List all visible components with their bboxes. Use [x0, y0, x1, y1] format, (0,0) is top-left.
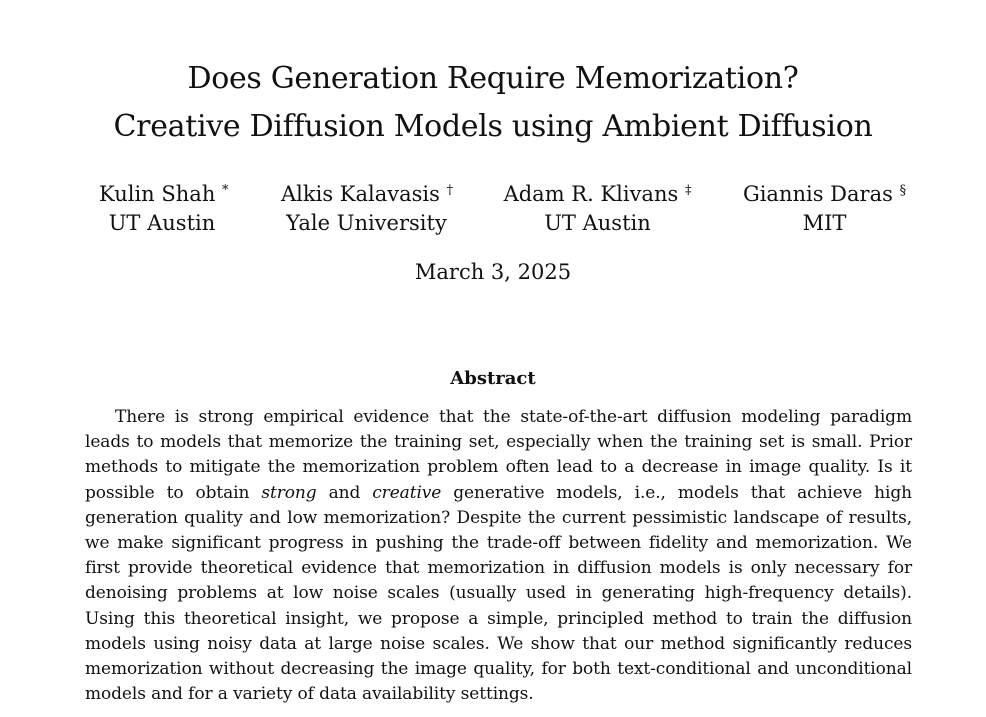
- author-name: Kulin Shah *: [99, 182, 229, 206]
- author-block: [99, 180, 229, 238]
- author-affiliation: Yale University: [286, 211, 447, 235]
- author-footnote-mark: *: [222, 183, 229, 198]
- author-footnote-mark: ‡: [684, 183, 692, 198]
- author-affiliation: UT Austin: [108, 211, 216, 235]
- emphasis-strong: strong: [261, 482, 317, 503]
- paper-date: March 3, 2025: [414, 260, 572, 284]
- author-block: [742, 180, 907, 238]
- emphasis-creative: creative: [372, 482, 442, 503]
- author-affiliation: UT Austin: [544, 211, 651, 235]
- author-block: [281, 180, 452, 238]
- author-name: Alkis Kalavasis †: [281, 182, 454, 206]
- author-name: Giannis Daras §: [742, 182, 907, 206]
- author-affiliation: MIT: [802, 211, 847, 235]
- author-footnote-mark: †: [446, 183, 454, 198]
- author-name: Adam R. Klivans ‡: [503, 182, 692, 206]
- abstract-body: There is strong empirical evidence that the state-of-the-art diffusion modeling paradigm leads to models that memorize the training set, especially when the training set is small. Prior methods to mitigate the memorization problem often lead to a decrease in image quality. Is it possible to obtain strong and creative generative models, i.e., models that achieve high generation quality and low memorization? Despite the current pessimistic landscape of results, we make significant progress in pushing the trade-off between fidelity and memorization. We first provide theoretical evidence that memorization in diffusion models is only necessary for denoising problems at low noise scales (usually used in generating high-frequency details). Using this theoretical insight, we propose a simple, principled method to train the diffusion models using noisy data at large noise scales. We show that our method significantly reduces memorization without decreasing the image quality, for both text-conditional and unconditional models and for a variety of data availability settings.: [85, 407, 912, 705]
- paper-title-line-1: Does Generation Require Memorization?: [187, 61, 799, 96]
- abstract-heading: Abstract: [450, 368, 536, 389]
- paper-title-line-2: Creative Diffusion Models using Ambient Diffusion: [113, 109, 873, 144]
- author-footnote-mark: §: [899, 183, 907, 198]
- author-block: [500, 180, 695, 238]
